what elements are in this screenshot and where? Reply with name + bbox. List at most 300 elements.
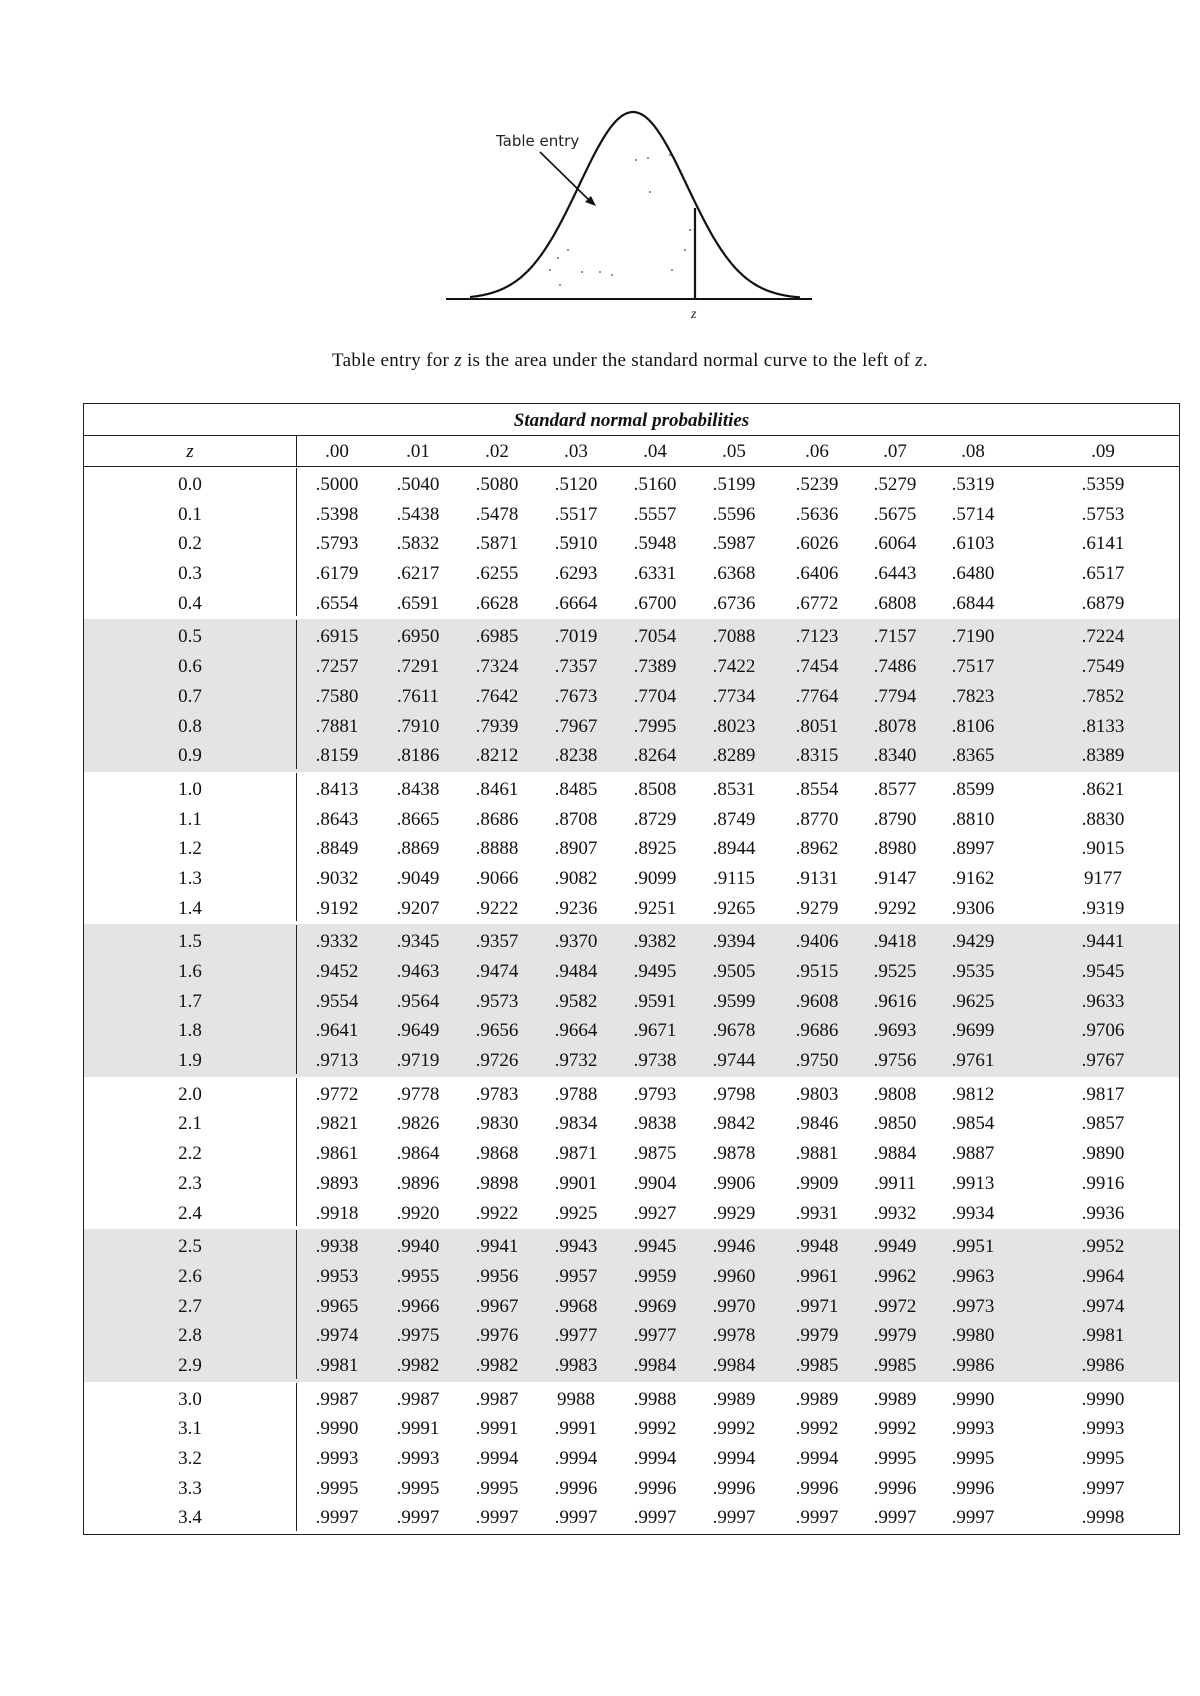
probability-cell: .9750 [795, 1050, 839, 1072]
probability-cell: .9394 [712, 931, 756, 953]
probability-cell: .9345 [396, 931, 440, 953]
probability-cell: .9049 [396, 867, 440, 889]
probability-cell: .9608 [795, 990, 839, 1012]
stipple-dot [549, 269, 551, 271]
probability-cell: .7486 [873, 656, 917, 678]
probability-cell: .8708 [554, 808, 598, 830]
probability-cell: .9738 [633, 1050, 677, 1072]
table-caption [0, 350, 1200, 372]
table-row [84, 710, 1179, 740]
probability-cell: .9830 [475, 1113, 519, 1135]
probability-cell: .9976 [475, 1325, 519, 1347]
z-value-cell: 2.5 [84, 1230, 297, 1260]
probability-cell: .9962 [873, 1265, 917, 1287]
probability-cell: .6293 [554, 563, 598, 585]
probability-cell: .9946 [712, 1236, 756, 1258]
probability-cell: .9986 [951, 1354, 995, 1376]
probability-cell: .7517 [951, 656, 995, 678]
probability-cell: .9878 [712, 1143, 756, 1165]
probability-cell: .5120 [554, 474, 598, 495]
z-value-cell: 0.1 [84, 498, 297, 528]
probability-cell: .8438 [396, 778, 440, 800]
table-row [84, 620, 1179, 650]
column-header: .05 [722, 441, 746, 462]
table-row [84, 498, 1179, 528]
probability-cell: .6808 [873, 592, 917, 614]
probability-cell: .5987 [712, 533, 756, 555]
probability-cell: .9982 [396, 1354, 440, 1376]
probability-cell: .9793 [633, 1083, 677, 1105]
probability-cell: .8413 [315, 778, 359, 800]
probability-cell: .9616 [873, 990, 917, 1012]
z-value-cell: 1.1 [84, 803, 297, 833]
probability-cell: .9887 [951, 1143, 995, 1165]
probability-cell: .9991 [475, 1418, 519, 1440]
probability-cell: .9974 [1081, 1295, 1125, 1317]
probability-cell: .9222 [475, 897, 519, 919]
normal-curve-figure [440, 100, 820, 325]
probability-cell: .8315 [795, 745, 839, 767]
probability-cell: .9857 [1081, 1113, 1125, 1135]
table-row [84, 803, 1179, 833]
probability-cell: .6368 [712, 563, 756, 585]
probability-cell: .9989 [795, 1388, 839, 1410]
probability-cell: .5160 [633, 474, 677, 495]
z-value-cell: 1.8 [84, 1014, 297, 1044]
probability-cell: .9967 [475, 1295, 519, 1317]
probability-cell: .9292 [873, 897, 917, 919]
probability-cell: .9564 [396, 990, 440, 1012]
probability-cell: .9192 [315, 897, 359, 919]
probability-cell: .9918 [315, 1202, 359, 1224]
table-row [84, 1290, 1179, 1320]
probability-cell: .9997 [951, 1507, 995, 1529]
probability-cell: .9625 [951, 990, 995, 1012]
probability-cell: .9798 [712, 1083, 756, 1105]
probability-cell: .9995 [1081, 1448, 1125, 1469]
probability-cell: .9929 [712, 1202, 756, 1224]
table-row [84, 1044, 1179, 1074]
table-row [84, 1014, 1179, 1044]
probability-cell: .5438 [396, 503, 440, 525]
probability-cell: .9871 [554, 1143, 598, 1165]
stipple-dot [581, 271, 583, 273]
probability-cell: .9993 [315, 1448, 359, 1469]
z-value-cell: 2.6 [84, 1260, 297, 1290]
probability-cell: .9664 [554, 1020, 598, 1042]
probability-cell: .9732 [554, 1050, 598, 1072]
probability-cell: .9357 [475, 931, 519, 953]
probability-cell: .9783 [475, 1083, 519, 1105]
probability-cell: .9582 [554, 990, 598, 1012]
table-row [84, 557, 1179, 587]
probability-cell: .7454 [795, 656, 839, 678]
table-row [84, 527, 1179, 557]
probability-cell: .9925 [554, 1202, 598, 1224]
probability-cell: .9898 [475, 1172, 519, 1194]
row-group [84, 619, 1179, 771]
probability-cell: .8962 [795, 838, 839, 860]
probability-cell: .8980 [873, 838, 917, 860]
probability-cell: .8531 [712, 778, 756, 800]
probability-cell: .8729 [633, 808, 677, 830]
table-row [84, 1137, 1179, 1167]
probability-cell: .9994 [633, 1448, 677, 1469]
row-group [84, 772, 1179, 924]
stipple-dot [684, 249, 686, 251]
probability-cell: .8907 [554, 838, 598, 860]
probability-cell: .9972 [873, 1295, 917, 1317]
probability-cell: .8023 [712, 715, 756, 737]
probability-cell: .6331 [633, 563, 677, 585]
probability-cell: .9991 [554, 1418, 598, 1440]
probability-cell: .8461 [475, 778, 519, 800]
caption-text-3: . [922, 350, 928, 371]
probability-cell: .8810 [951, 808, 995, 830]
probability-cell: .9452 [315, 961, 359, 982]
probability-cell: .6736 [712, 592, 756, 614]
probability-cell: .9974 [315, 1325, 359, 1347]
probability-cell: .9686 [795, 1020, 839, 1042]
probability-cell: .9955 [396, 1265, 440, 1287]
probability-cell: .7967 [554, 715, 598, 737]
probability-cell: .8289 [712, 745, 756, 767]
probability-cell: .9993 [396, 1448, 440, 1469]
probability-cell: .9463 [396, 961, 440, 982]
probability-cell: .7157 [873, 626, 917, 648]
probability-cell: .9904 [633, 1172, 677, 1194]
probability-cell: .9251 [633, 897, 677, 919]
caption-text-2: is the area under the standard normal curve to the left of [461, 350, 916, 371]
probability-cell: 9988 [557, 1388, 595, 1410]
probability-cell: .9997 [633, 1507, 677, 1529]
probability-cell: .8186 [396, 745, 440, 767]
probability-cell: .5596 [712, 503, 756, 525]
probability-cell: .9861 [315, 1143, 359, 1165]
probability-cell: .9906 [712, 1172, 756, 1194]
probability-cell: .7794 [873, 685, 917, 707]
probability-cell: .9997 [475, 1507, 519, 1529]
probability-cell: .9979 [873, 1325, 917, 1347]
probability-cell: .9927 [633, 1202, 677, 1224]
probability-cell: .9726 [475, 1050, 519, 1072]
column-header: .00 [325, 441, 349, 462]
probability-cell: .9207 [396, 897, 440, 919]
probability-cell: .9854 [951, 1113, 995, 1135]
probability-cell: .8749 [712, 808, 756, 830]
probability-cell: .9778 [396, 1083, 440, 1105]
caption-text-1: Table entry for [332, 350, 455, 371]
probability-cell: .9997 [315, 1507, 359, 1529]
probability-cell: .7224 [1081, 626, 1125, 648]
z-value-cell: 1.4 [84, 892, 297, 922]
probability-cell: .9265 [712, 897, 756, 919]
shaded-area-dots [549, 154, 691, 286]
probability-cell: .9991 [396, 1418, 440, 1440]
probability-cell: .9992 [712, 1418, 756, 1440]
probability-cell: .8621 [1081, 778, 1125, 800]
probability-cell: .8944 [712, 838, 756, 860]
stipple-dot [649, 191, 651, 193]
stipple-dot [671, 269, 673, 271]
probability-cell: .9649 [396, 1020, 440, 1042]
probability-cell: .9990 [1081, 1388, 1125, 1410]
probability-cell: .9965 [315, 1295, 359, 1317]
stipple-dot [635, 159, 637, 161]
probability-cell: .9279 [795, 897, 839, 919]
probability-cell: .5359 [1081, 474, 1125, 495]
z-value-cell: 2.7 [84, 1290, 297, 1320]
column-header: .03 [564, 441, 588, 462]
probability-cell: .9997 [396, 1507, 440, 1529]
probability-cell: .9881 [795, 1143, 839, 1165]
row-group [84, 924, 1179, 1076]
probability-cell: .6950 [396, 626, 440, 648]
probability-cell: .9989 [712, 1388, 756, 1410]
probability-cell: .6406 [795, 563, 839, 585]
probability-cell: .8133 [1081, 715, 1125, 737]
table-row [84, 1383, 1179, 1413]
probability-cell: .9591 [633, 990, 677, 1012]
probability-cell: .9936 [1081, 1202, 1125, 1224]
probability-cell: .9131 [795, 867, 839, 889]
stipple-dot [669, 154, 671, 156]
probability-cell: .5557 [633, 503, 677, 525]
probability-cell: .9147 [873, 867, 917, 889]
probability-cell: 9177 [1084, 867, 1122, 889]
column-header: .07 [883, 441, 907, 462]
table-row [84, 1197, 1179, 1227]
probability-cell: .6064 [873, 533, 917, 555]
z-value-cell: 2.9 [84, 1349, 297, 1379]
table-row [84, 1442, 1179, 1472]
probability-cell: .6915 [315, 626, 359, 648]
probability-cell: .6879 [1081, 592, 1125, 614]
probability-cell: .9418 [873, 931, 917, 953]
probability-cell: .6700 [633, 592, 677, 614]
probability-cell: .9953 [315, 1265, 359, 1287]
z-value-cell: 3.3 [84, 1472, 297, 1502]
probability-cell: .9969 [633, 1295, 677, 1317]
probability-cell: .9995 [475, 1477, 519, 1499]
probability-cell: .9484 [554, 961, 598, 982]
probability-cell: .9948 [795, 1236, 839, 1258]
z-value-cell: 0.2 [84, 527, 297, 557]
probability-cell: .8554 [795, 778, 839, 800]
probability-cell: .9236 [554, 897, 598, 919]
probability-cell: .9992 [795, 1418, 839, 1440]
probability-cell: .5871 [475, 533, 519, 555]
probability-cell: .5319 [951, 474, 995, 495]
probability-cell: .9706 [1081, 1020, 1125, 1042]
row-group [84, 1077, 1179, 1229]
probability-cell: .9985 [795, 1354, 839, 1376]
probability-cell: .9808 [873, 1083, 917, 1105]
probability-cell: .9573 [475, 990, 519, 1012]
probability-cell: .9850 [873, 1113, 917, 1135]
probability-cell: .9938 [315, 1236, 359, 1258]
probability-cell: .6443 [873, 563, 917, 585]
probability-cell: .9987 [396, 1388, 440, 1410]
probability-cell: .9370 [554, 931, 598, 953]
probability-cell: .9817 [1081, 1083, 1125, 1105]
z-value-cell: 2.2 [84, 1137, 297, 1167]
probability-cell: .9306 [951, 897, 995, 919]
z-value-cell: 1.3 [84, 862, 297, 892]
probability-cell: .6026 [795, 533, 839, 555]
table-row [84, 1260, 1179, 1290]
probability-cell: .5517 [554, 503, 598, 525]
probability-cell: .8925 [633, 838, 677, 860]
probability-cell: .9987 [475, 1388, 519, 1410]
probability-cell: .9996 [951, 1477, 995, 1499]
probability-cell: .6772 [795, 592, 839, 614]
probability-cell: .6844 [951, 592, 995, 614]
probability-cell: .9761 [951, 1050, 995, 1072]
probability-cell: .5199 [712, 474, 756, 495]
probability-cell: .9983 [554, 1354, 598, 1376]
probability-cell: .9922 [475, 1202, 519, 1224]
probability-cell: .5000 [315, 474, 359, 495]
probability-cell: .8159 [315, 745, 359, 767]
probability-cell: .9981 [315, 1354, 359, 1376]
probability-cell: .9909 [795, 1172, 839, 1194]
probability-cell: .9535 [951, 961, 995, 982]
probability-cell: .9982 [475, 1354, 519, 1376]
probability-cell: .9015 [1081, 838, 1125, 860]
probability-cell: .8599 [951, 778, 995, 800]
probability-cell: .9699 [951, 1020, 995, 1042]
probability-cell: .9332 [315, 931, 359, 953]
probability-cell: .9693 [873, 1020, 917, 1042]
probability-cell: .9992 [633, 1418, 677, 1440]
probability-cell: .9916 [1081, 1172, 1125, 1194]
probability-cell: .9995 [951, 1448, 995, 1469]
probability-cell: .9066 [475, 867, 519, 889]
column-header: .08 [961, 441, 985, 462]
z-value-cell: 2.0 [84, 1078, 297, 1108]
probability-cell: .8212 [475, 745, 519, 767]
probability-cell: .9812 [951, 1083, 995, 1105]
probability-cell: .9890 [1081, 1143, 1125, 1165]
probability-cell: .9996 [795, 1477, 839, 1499]
probability-cell: .9957 [554, 1265, 598, 1287]
probability-cell: .8849 [315, 838, 359, 860]
probability-cell: .9406 [795, 931, 839, 953]
probability-cell: .9756 [873, 1050, 917, 1072]
probability-cell: .9744 [712, 1050, 756, 1072]
probability-cell: .9788 [554, 1083, 598, 1105]
probability-cell: .9997 [795, 1507, 839, 1529]
probability-cell: .8869 [396, 838, 440, 860]
z-value-cell: 0.6 [84, 650, 297, 680]
probability-cell: .8770 [795, 808, 839, 830]
probability-cell: .7549 [1081, 656, 1125, 678]
z-value-cell: 0.3 [84, 557, 297, 587]
probability-cell: .9115 [712, 867, 756, 889]
probability-cell: .9960 [712, 1265, 756, 1287]
probability-cell: .9945 [633, 1236, 677, 1258]
probability-cell: .9980 [951, 1325, 995, 1347]
probability-cell: .8264 [633, 745, 677, 767]
table-row [84, 1501, 1179, 1531]
probability-cell: .6591 [396, 592, 440, 614]
row-group [84, 467, 1179, 619]
column-header: .09 [1091, 441, 1115, 462]
column-header: .01 [406, 441, 430, 462]
stipple-dot [567, 249, 569, 251]
probability-cell: .9082 [554, 867, 598, 889]
probability-cell: .9656 [475, 1020, 519, 1042]
probability-cell: .9994 [795, 1448, 839, 1469]
table-row [84, 892, 1179, 922]
table-row [84, 955, 1179, 985]
probability-cell: .9441 [1081, 931, 1125, 953]
z-value-cell: 3.0 [84, 1383, 297, 1413]
probability-cell: .9994 [554, 1448, 598, 1469]
probability-cell: .8997 [951, 838, 995, 860]
table-row [84, 1349, 1179, 1379]
probability-cell: .9973 [951, 1295, 995, 1317]
probability-cell: .6141 [1081, 533, 1125, 555]
probability-cell: .8106 [951, 715, 995, 737]
probability-cell: .9977 [554, 1325, 598, 1347]
caption-z-1: z [454, 350, 462, 371]
probability-cell: .7673 [554, 685, 598, 707]
probability-cell: .6480 [951, 563, 995, 585]
probability-cell: .9996 [554, 1477, 598, 1499]
probability-cell: .9985 [873, 1354, 917, 1376]
probability-cell: .8051 [795, 715, 839, 737]
z-value-cell: 1.0 [84, 773, 297, 803]
probability-cell: .5832 [396, 533, 440, 555]
probability-cell: .6664 [554, 592, 598, 614]
probability-cell: .5753 [1081, 503, 1125, 525]
probability-cell: .9713 [315, 1050, 359, 1072]
z-axis-label: z [691, 307, 697, 322]
probability-cell: .9671 [633, 1020, 677, 1042]
probability-cell: .9979 [795, 1325, 839, 1347]
row-group [84, 1382, 1179, 1534]
stipple-dot [611, 274, 613, 276]
z-value-cell: 3.1 [84, 1412, 297, 1442]
z-value-cell: 1.6 [84, 955, 297, 985]
probability-cell: .8365 [951, 745, 995, 767]
z-value-cell: 0.4 [84, 587, 297, 617]
probability-cell: .6179 [315, 563, 359, 585]
probability-cell: .5675 [873, 503, 917, 525]
table-row [84, 925, 1179, 955]
probability-cell: .7123 [795, 626, 839, 648]
z-value-cell: 2.3 [84, 1167, 297, 1197]
probability-cell: .9943 [554, 1236, 598, 1258]
probability-cell: .7939 [475, 715, 519, 737]
probability-cell: .9987 [315, 1388, 359, 1410]
z-value-cell: 0.9 [84, 739, 297, 769]
probability-cell: .9803 [795, 1083, 839, 1105]
probability-cell: .9772 [315, 1083, 359, 1105]
table-body [84, 467, 1179, 1534]
z-value-cell: 1.2 [84, 832, 297, 862]
table-row [84, 862, 1179, 892]
column-header: .04 [643, 441, 667, 462]
probability-cell: .6217 [396, 563, 440, 585]
probability-cell: .9963 [951, 1265, 995, 1287]
probability-cell: .9429 [951, 931, 995, 953]
table-row [84, 650, 1179, 680]
probability-cell: .8340 [873, 745, 917, 767]
table-row [84, 587, 1179, 617]
